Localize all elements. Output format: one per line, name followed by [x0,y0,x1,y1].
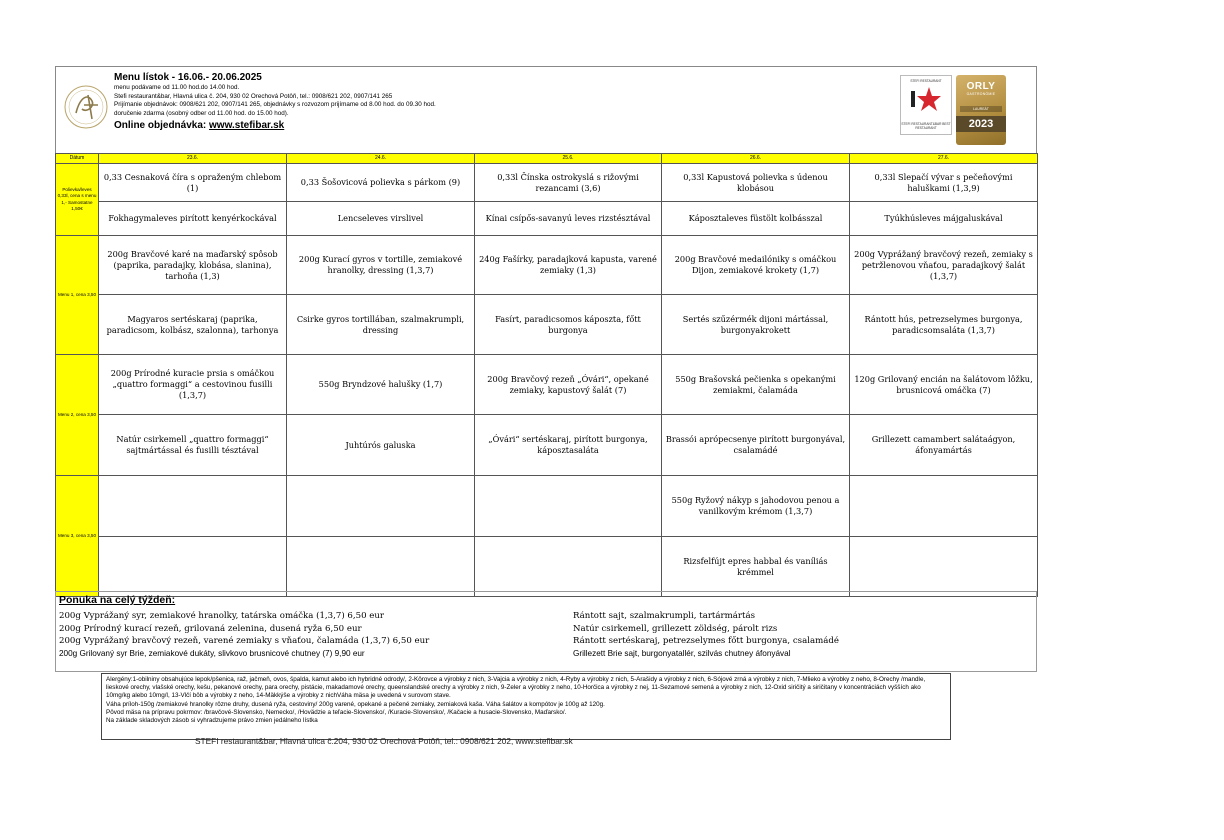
change-notice: Na základe skladových zásob si vyhradzujeme právo zmien jedálneho lístka [106,717,318,725]
day-header: 23.6. [99,154,287,164]
table-header-row [56,154,1038,164]
list-item: Rántott sertéskaraj, petrezselymes főtt burgonya, csalamádé [573,636,839,646]
table-row [56,415,1038,476]
list-item: 200g Prírodný kurací rezeň, grilovaná zelenina, dusená ryža 6,50 eur [59,623,362,634]
restaurant-address: Stefi restaurant&bar, Hlavná ulica č. 204, 930 02 Orechová Potôň, tel.: 0908/621 202, 0907/141 265 [114,92,393,100]
menu-cell: 0,33 Šošovicová polievka s párkom (9) [287,164,475,202]
orly-year: 2023 [956,116,1006,132]
award-badges [900,75,1006,145]
menu-header [55,66,1037,153]
menu-title: Menu lístok - 16.06.- 20.06.2025 [114,72,262,83]
menu-cell: Juhtúrós galuska [287,415,475,476]
best-restaurant-badge [900,75,952,135]
list-item: 200g Vyprážaný syr, zemiakové hranolky, tatárska omáčka (1,3,7) 6,50 eur [59,611,384,621]
list-item: 200g Grilovaný syr Brie, zemiakové dukáty, slivkovo brusnicové chutney (7) 9,90 eur [59,648,365,658]
menu-cell: 200g Kurací gyros v tortille, zemiakové hranolky, dressing (1,3,7) [287,236,475,295]
badge-top-text: STEFI RESTAURANT [910,79,942,83]
menu-page [55,66,1037,597]
menu-cell: 0,33l Kapustová polievka s údenou klobásou [662,164,850,202]
menu-cell: Fokhagymaleves pirított kenyérkockával [99,202,287,236]
weekly-offer-hu [573,610,839,660]
table-row [56,295,1038,355]
day-header: 27.6. [850,154,1038,164]
menu-cell: 0,33l Čínska ostrokyslá s rižovými rezancami (3,6) [475,164,662,202]
list-item: Grillezett Brie sajt, burgonyatallér, szilvás chutney áfonyával [573,648,791,658]
menu-cell: „Óvári“ sertéskaraj, pirított burgonya, káposztasaláta [475,415,662,476]
menu-cell: 200g Prírodné kuracie prsia s omáčkou „quattro formaggi“ a cestovinou fusilli (1,3,7) [99,355,287,415]
menu-cell: 550g Bryndzové halušky (1,7) [287,355,475,415]
delivery-info: doručenie zdarma (osobný odber od 11.00 hod. do 15.00 hod). [114,109,289,117]
table-row [56,355,1038,415]
menu-cell: 550g Ryžový nákyp s jahodovou penou a vanilkovým krémom (1,3,7) [662,476,850,537]
menu-cell: Brassói aprópecsenye pirított burgonyával, csalamádé [662,415,850,476]
menu-cell: Magyaros sertéskaraj (paprika, paradicsom, kolbász, szalonna), tarhonya [99,295,287,355]
soup-row-label: Polievka/leves 0,33l, cena s menu 1,- Samostatne 1,50€ [56,164,99,236]
menu-cell: Rántott hús, petrezselymes burgonya, paradicsomsaláta (1,3,7) [850,295,1038,355]
online-order-label: Online objednávka: [114,120,210,132]
meat-origin: Pôvod mäsa na prípravu pokrmov: /bravčové-Slovensko, Nemecko/, /Hovädzie a teľacie-Slovensko/, /Kuracie-Slovensko/, /Kačacie a husacie-Slovensko, Maďarsko/. [106,708,567,716]
order-info: Prijímanie objednávok: 0908/621 202, 0907/141 265, objednávky s rozvozom prijímame od 8.00 hod. do 09.30 hod. [114,101,436,109]
menu-cell: Lencseleves virslivel [287,202,475,236]
menu3-row-label: Menu 3, cena 3,50 [56,476,99,597]
website-link[interactable]: www.stefibar.sk [209,120,285,132]
menu-cell: 200g Bravčové karé na maďarský spôsob (paprika, paradajky, klobása, slanina), tarhoňa (1,3) [99,236,287,295]
list-item: Natúr csirkemell, grillezett zöldség, párolt rizs [573,623,778,634]
menu-cell: 120g Grilovaný encián na šalátovom lôžku, brusnicová omáčka (7) [850,355,1038,415]
menu-cell [475,476,662,537]
footer-contact: STEFI restaurant&bar, Hlavná ulica č.204, 930 02 Orechová Potôň, tel.: 0908/621 202, www.stefibar.sk [195,736,573,746]
menu1-row-label: Menu 1, cena 3,50 [56,236,99,355]
menu-cell [99,476,287,537]
star-icon [901,85,951,115]
menu-cell: Csirke gyros tortillában, szalmakrumpli, dressing [287,295,475,355]
allergen-list: Alergény:1-obilniny obsahujúce lepok/pšenica, raž, jačmeň, ovos, špalda, kamut alebo ich hybridné odrody/, 2-Kôrovce a výrobky z nich, 3-Vajcia a výrobky z nich, 4-Ryby a výrobky z nich, 5-Arašidy a výrobky z nich, 6-Sójové zrná a výrobky z nich, 7-Mlieko a výrobky z neho, 8-Orechy /mandle, lieskové orechy, vlašské orechy, kešu, pekanové orechy, para orechy, pistácie, makadamové orechy, queenslandské orechy a výrobky z nich, 9-Zeler a výrobky z neho, 10-Horčica a výrobky z nej, 11-Sezamové semená a výrobky z nich, 12-Oxid siričitý a siričitany v koncentráciách vyšších ako 10mg/kg alebo 10mg/l, 13-Vlčí bôb a výrobky z neho, 14-Mäkkýše a výrobky z nichVáha mäsa je uvedená v surovom stave. [106,676,926,700]
menu-cell: Tyúkhúsleves májgaluskával [850,202,1038,236]
table-row [56,202,1038,236]
table-row [56,236,1038,295]
list-item: 200g Vyprážaný bravčový rezeň, varené zemiaky s vňaťou, čalamáda (1,3,7) 6,50 eur [59,636,430,646]
orly-badge [956,75,1006,145]
table-row [56,164,1038,202]
menu-cell: 200g Bravčový rezeň „Óvári“, opekané zemiaky, kapustový šalát (7) [475,355,662,415]
menu-cell [850,537,1038,597]
menu-cell: 0,33l Slepačí vývar s pečeňovými haluškami (1,3,9) [850,164,1038,202]
menu-cell: Káposztaleves füstölt kolbásszal [662,202,850,236]
weekly-offer-title: Ponuka na celý týždeň: [59,594,176,606]
orly-laureat: LAUREÁT [960,106,1002,112]
day-header: 25.6. [475,154,662,164]
orly-title: ORLY [966,81,996,92]
menu-cell [99,537,287,597]
side-weights: Váha príloh-150g /zemiakové hranolky rôzne druhy, dusená ryža, cestoviny/ 200g varené, opekané a pečené zemiaky, zemiaková kaša. Váha šalátov a kompótov je 100g až 120g. [106,700,605,708]
menu-cell [850,476,1038,537]
allergen-info [101,673,951,740]
menu-cell: Kínai csípős-savanyú leves rizstésztával [475,202,662,236]
table-row [56,537,1038,597]
menu-cell: Fasírt, paradicsomos káposzta, főtt burgonya [475,295,662,355]
menu2-row-label: Menu 2, cena 3,50 [56,355,99,476]
menu-cell: Grillezett camambert salátaágyon, áfonyamártás [850,415,1038,476]
menu-cell [475,537,662,597]
table-row [56,476,1038,537]
weekly-offer-sk [59,610,429,660]
menu-cell: 200g Vyprážaný bravčový rezeň, zemiaky s petržlenovou vňaťou, paradajkový šalát (1,3,7) [850,236,1038,295]
orly-subtitle: GASTRONÓMIE [966,92,996,96]
day-header: 24.6. [287,154,475,164]
menu-cell: Natúr csirkemell „quattro formaggi“ sajtmártással és fusilli tésztával [99,415,287,476]
weekly-offer [55,591,1037,672]
date-column-header: Dátum [56,154,99,164]
menu-cell: Rizsfelfújt epres habbal és vaníliás krémmel [662,537,850,597]
menu-cell: 0,33 Cesnaková číra s opraženým chlebom (1) [99,164,287,202]
menu-cell: 240g Fašírky, paradajková kapusta, varené zemiaky (1,3) [475,236,662,295]
badge-caption: STEFI RESTAURANT&BAR BEST RESTAURANT [901,122,951,130]
list-item: Rántott sajt, szalmakrumpli, tartármártás [573,611,755,621]
menu-cell [287,476,475,537]
restaurant-logo [62,79,110,137]
menu-cell: 550g Brašovská pečienka s opekanými zemiakmi, čalamáda [662,355,850,415]
menu-cell: Sertés szűzérmék dijoni mártással, burgonyakrokett [662,295,850,355]
menu-table [55,153,1038,597]
menu-cell [287,537,475,597]
serving-hours: menu podávame od 11.00 hod.do 14.00 hod. [114,84,240,91]
day-header: 26.6. [662,154,850,164]
online-order [114,119,436,133]
menu-cell: 200g Bravčové medailóniky s omáčkou Dijon, zemiakové krokety (1,7) [662,236,850,295]
